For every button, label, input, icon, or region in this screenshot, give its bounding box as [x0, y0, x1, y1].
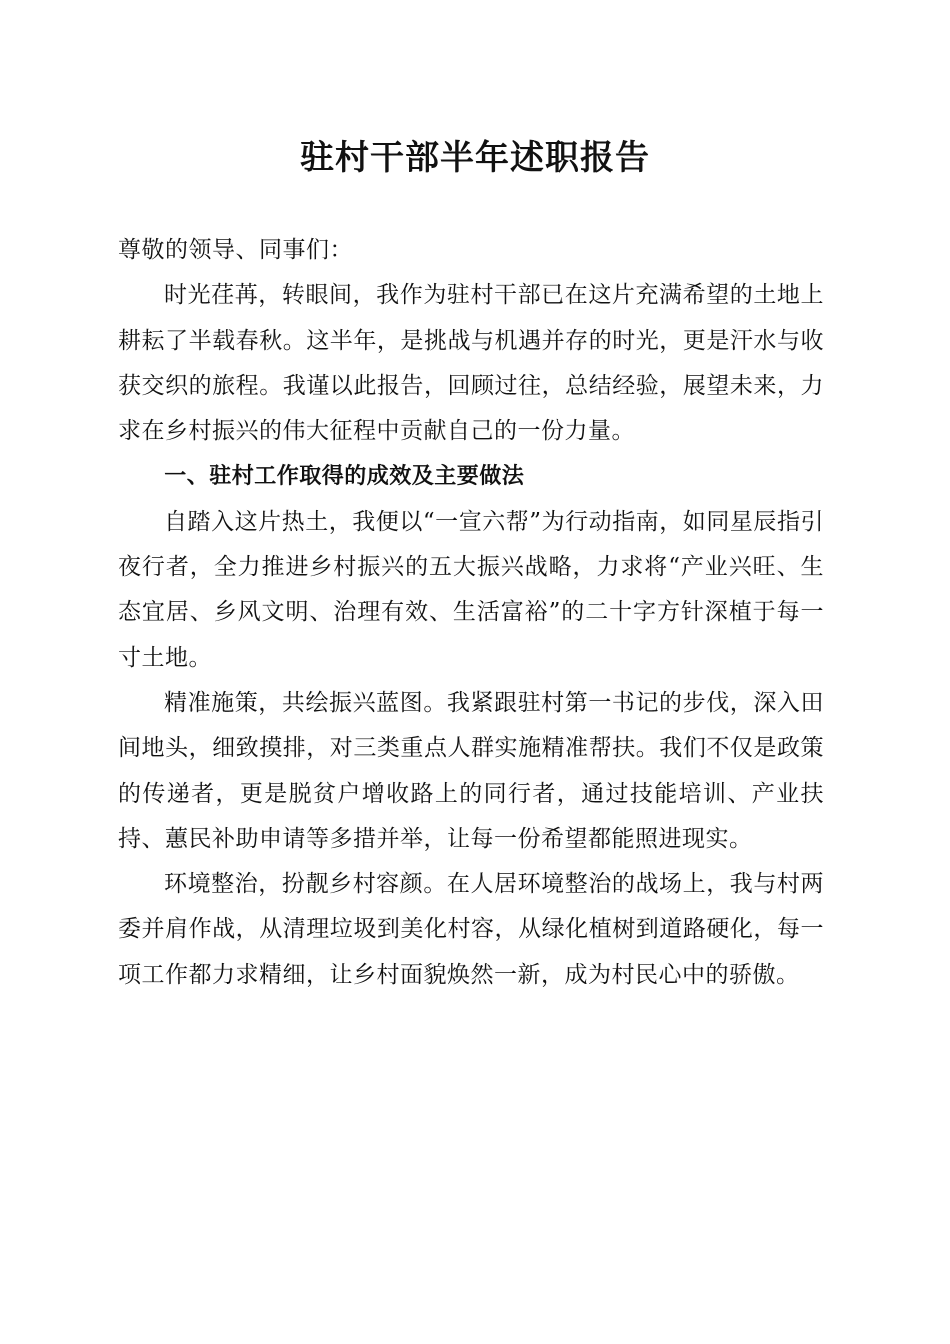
- body-paragraph: 自踏入这片热土，我便以“一宣六帮”为行动指南，如同星辰指引夜行者，全力推进乡村振兴的五大振兴战略，力求将“产业兴旺、生态宜居、乡风文明、治理有效、生活富裕”的二十字方针深植于每一寸土地。: [118, 508, 824, 671]
- section-heading: 一、驻村工作取得的成效及主要做法: [164, 464, 525, 490]
- body-paragraph: 环境整治，扮靓乡村容颜。在人居环境整治的战场上，我与村两委并肩作战，从清理垃圾到美化村容，从绿化植树到道路硬化，每一项工作都力求精细，让乡村面貌焕然一新，成为村民心中的骄傲。: [118, 871, 824, 988]
- salutation: 尊敬的领导、同事们：: [118, 237, 353, 263]
- intro-paragraph: 时光荏苒，转眼间，我作为驻村干部已在这片充满希望的土地上耕耘了半载春秋。这半年，是挑战与机遇并存的时光，更是汗水与收获交织的旅程。我谨以此报告，回顾过往，总结经验，展望未来，力求在乡村振兴的伟大征程中贡献自己的一份力量。: [118, 282, 824, 445]
- document-title: 驻村干部半年述职报告: [300, 138, 650, 178]
- body-paragraph: 精准施策，共绘振兴蓝图。我紧跟驻村第一书记的步伐，深入田间地头，细致摸排，对三类重点人群实施精准帮扶。我们不仅是政策的传递者，更是脱贫户增收路上的同行者，通过技能培训、产业扶持、蕙民补助申请等多措并举，让每一份希望都能照进现实。: [118, 689, 824, 852]
- document-body: [118, 228, 824, 998]
